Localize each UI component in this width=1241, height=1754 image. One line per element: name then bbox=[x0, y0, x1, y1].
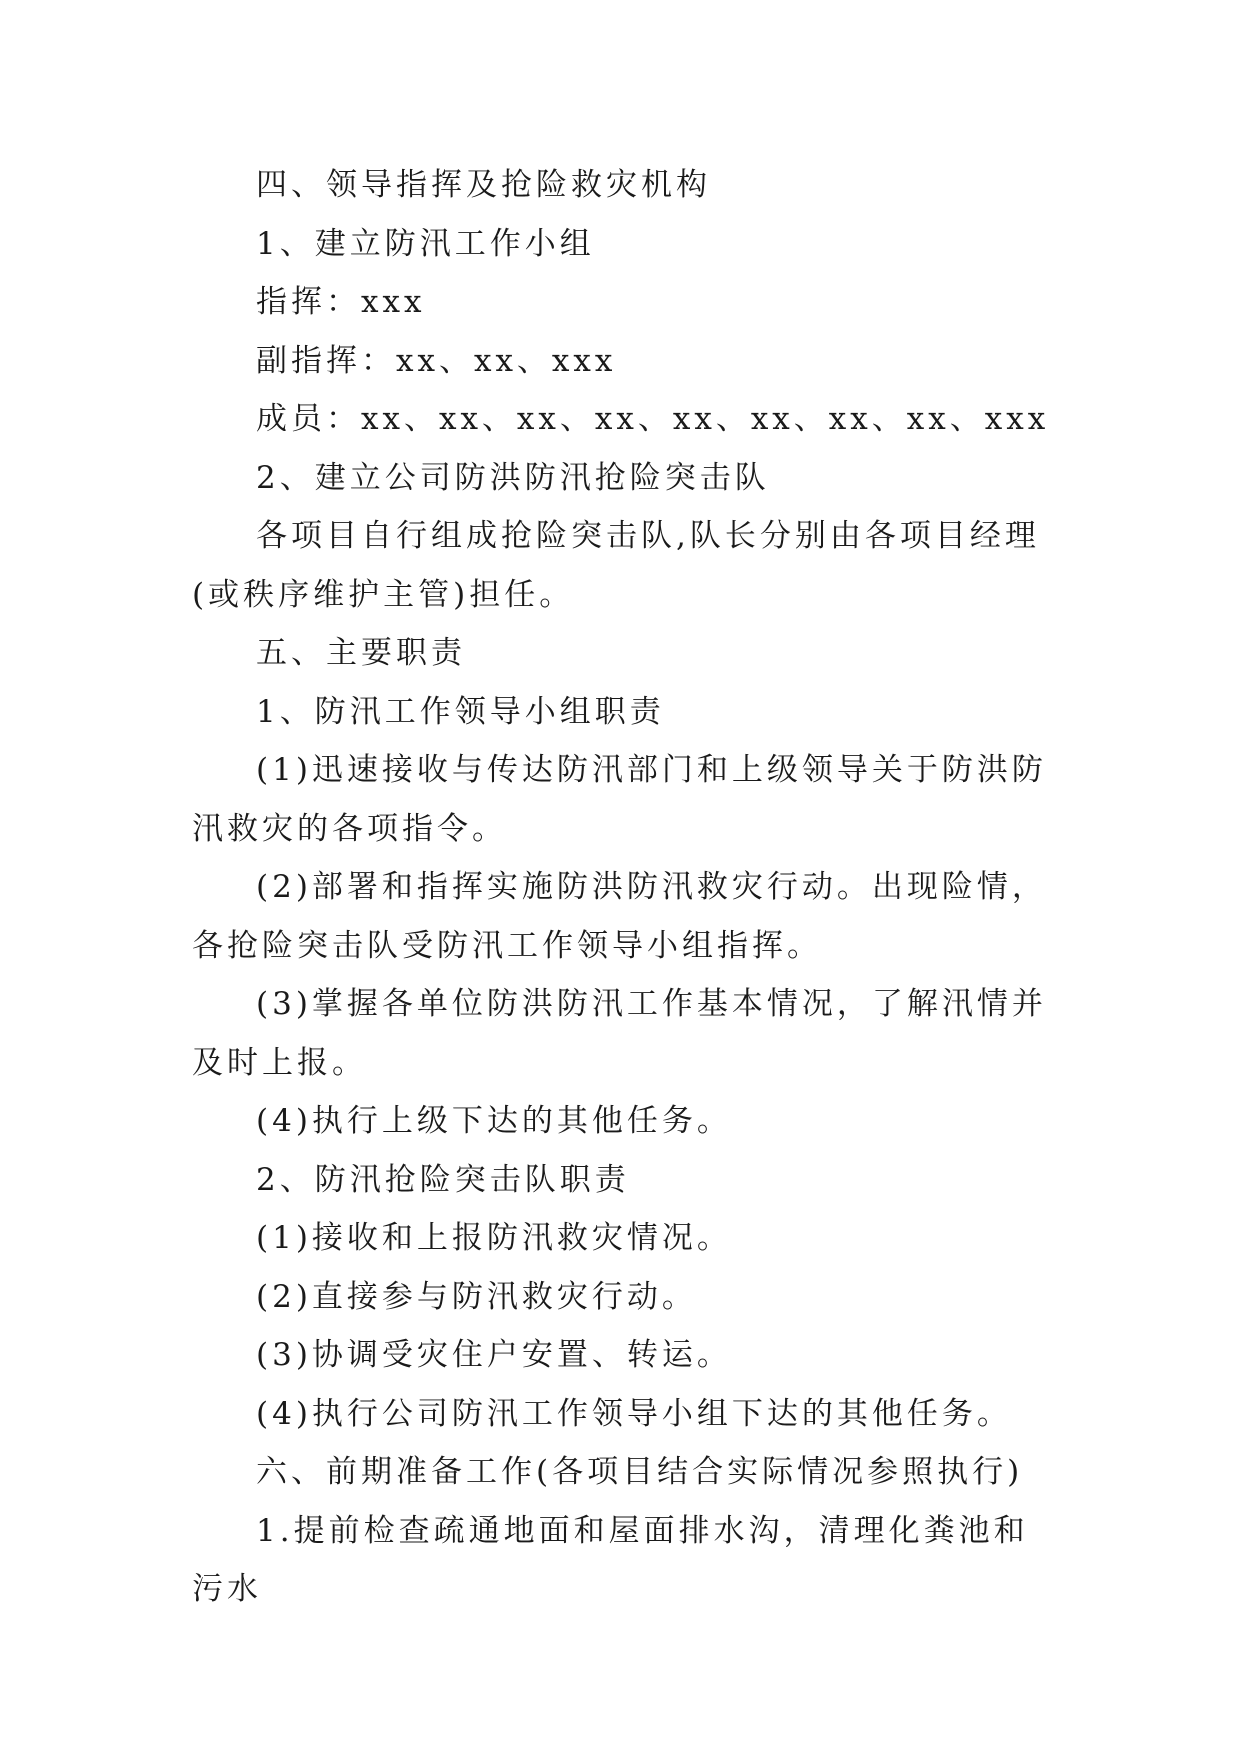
team-duty-item-4: (4)执行公司防汛工作领导小组下达的其他任务。 bbox=[256, 1395, 1012, 1432]
prep-item-1: 1.提前检查疏通地面和屋面排水沟，清理化粪池和污水 bbox=[192, 1512, 1029, 1607]
subheading-rescue-team: 2、建立公司防洪防汛抢险突击队 bbox=[256, 459, 770, 496]
members-line: 成员：xx、xx、xx、xx、xx、xx、xx、xx、xxx bbox=[256, 401, 1050, 437]
section-heading-5: 五、主要职责 bbox=[256, 635, 466, 671]
section-heading-6: 六、前期准备工作(各项目结合实际情况参照执行) bbox=[256, 1454, 1024, 1490]
subheading-flood-team: 1、建立防汛工作小组 bbox=[256, 225, 595, 262]
duty-item-3: (3)掌握各单位防洪防汛工作基本情况，了解汛情并及时上报。 bbox=[192, 986, 1047, 1081]
duty-item-2: (2)部署和指挥实施防洪防汛救灾行动。出现险情，各抢险突击队受防汛工作领导小组指挥。 bbox=[192, 869, 1047, 964]
team-duty-item-2: (2)直接参与防汛救灾行动。 bbox=[256, 1278, 697, 1315]
duty-item-4: (4)执行上级下达的其他任务。 bbox=[256, 1103, 732, 1139]
deputy-commander-line: 副指挥：xx、xx、xxx bbox=[256, 342, 617, 379]
team-duty-item-3: (3)协调受灾住户安置、转运。 bbox=[256, 1337, 732, 1373]
subheading-team-duties: 2、防汛抢险突击队职责 bbox=[256, 1161, 630, 1198]
subheading-leader-duties: 1、防汛工作领导小组职责 bbox=[256, 693, 665, 730]
rescue-team-paragraph: 各项目自行组成抢险突击队,队长分别由各项目经理(或秩序维护主管)担任。 bbox=[192, 518, 1040, 613]
document-body bbox=[192, 156, 1052, 1619]
commander-line: 指挥：xxx bbox=[256, 284, 426, 320]
team-duty-item-1: (1)接收和上报防汛救灾情况。 bbox=[256, 1220, 732, 1256]
duty-item-1: (1)迅速接收与传达防汛部门和上级领导关于防洪防汛救灾的各项指令。 bbox=[192, 752, 1047, 847]
section-heading-4: 四、领导指挥及抢险救灾机构 bbox=[256, 167, 711, 203]
